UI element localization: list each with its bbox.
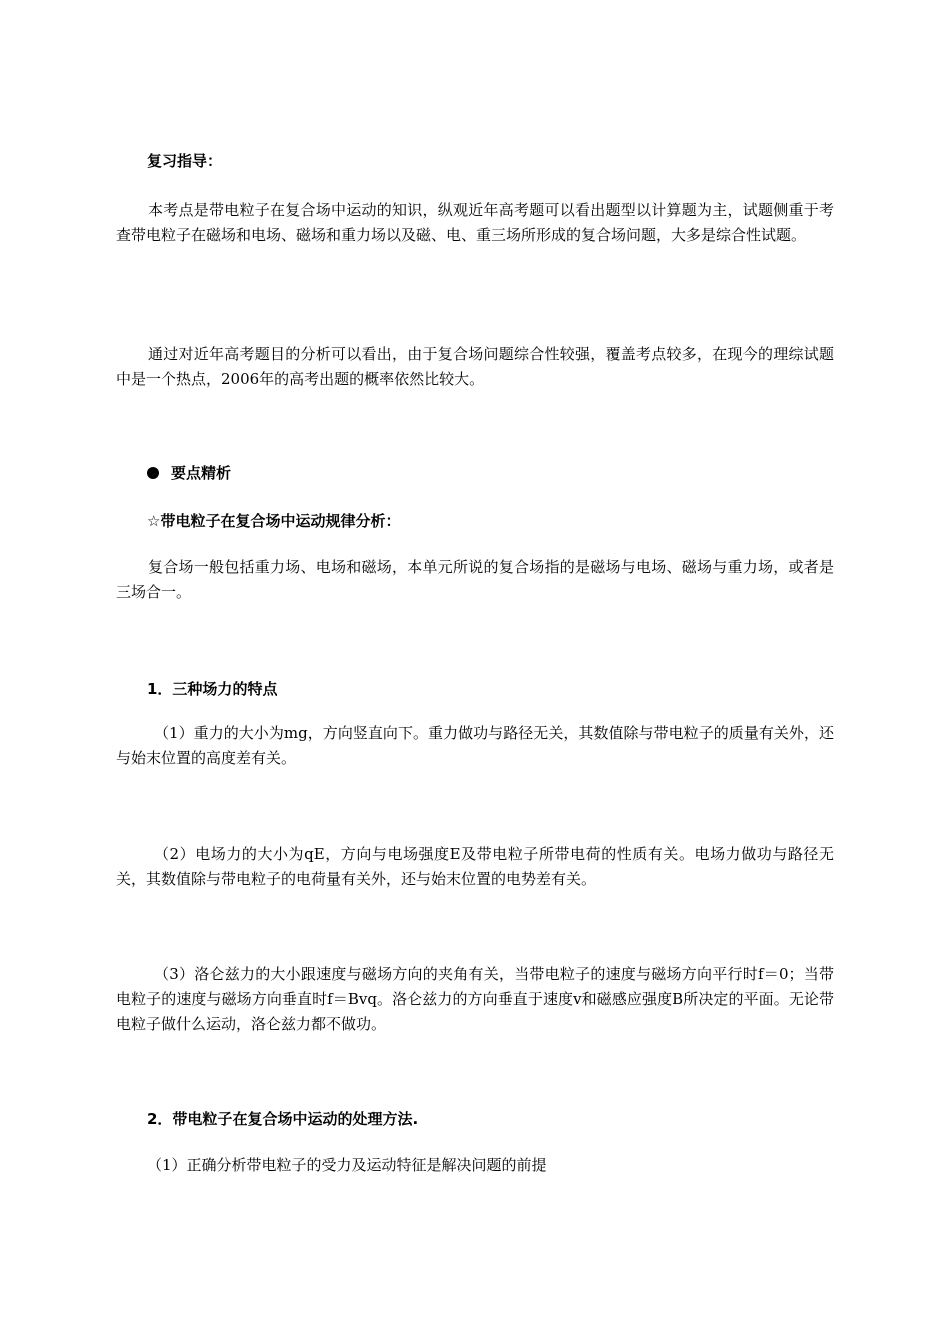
item-gravity: （1）重力的大小为mg，方向竖直向下。重力做功与路径无关，其数值除与带电粒子的质量有关外，还与始末位置的高度差有关。 <box>116 724 834 767</box>
heading-key-points-label: 要点精析 <box>171 464 232 482</box>
bullet-icon <box>147 467 159 479</box>
item-force-analysis: （1）正确分析带电粒子的受力及运动特征是解决问题的前提 <box>147 1156 547 1174</box>
heading-section-2: 2．带电粒子在复合场中运动的处理方法. <box>147 1110 419 1128</box>
item-lorentz-force: （3）洛仑兹力的大小跟速度与磁场方向的夹角有关，当带电粒子的速度与磁场方向平行时f＝0；当带电粒子的速度与磁场方向垂直时f＝Bvq。洛仑兹力的方向垂直于速度v和磁感应强度B所决定的平面。无论带电粒子做什么运动，洛仑兹力都不做功。 <box>116 965 834 1033</box>
heading-section-1: 1．三种场力的特点 <box>147 680 278 698</box>
paragraph-composite-field: 复合场一般包括重力场、电场和磁场，本单元所说的复合场指的是磁场与电场、磁场与重力场，或者是三场合一。 <box>116 558 834 601</box>
paragraph-intro: 本考点是带电粒子在复合场中运动的知识，纵观近年高考题可以看出题型以计算题为主，试题侧重于考查带电粒子在磁场和电场、磁场和重力场以及磁、电、重三场所形成的复合场问题，大多是综合性试题。 <box>116 201 834 244</box>
item-electric-force: （2）电场力的大小为qE，方向与电场强度E及带电粒子所带电荷的性质有关。电场力做功与路径无关，其数值除与带电粒子的电荷量有关外，还与始末位置的电势差有关。 <box>116 845 834 888</box>
paragraph-analysis: 通过对近年高考题目的分析可以看出，由于复合场问题综合性较强，覆盖考点较多，在现今的理综试题中是一个热点，2006年的高考出题的概率依然比较大。 <box>116 345 834 388</box>
heading-motion-rules: ☆带电粒子在复合场中运动规律分析： <box>147 512 401 530</box>
heading-review-guide: 复习指导： <box>147 152 223 170</box>
heading-key-points <box>147 462 231 483</box>
